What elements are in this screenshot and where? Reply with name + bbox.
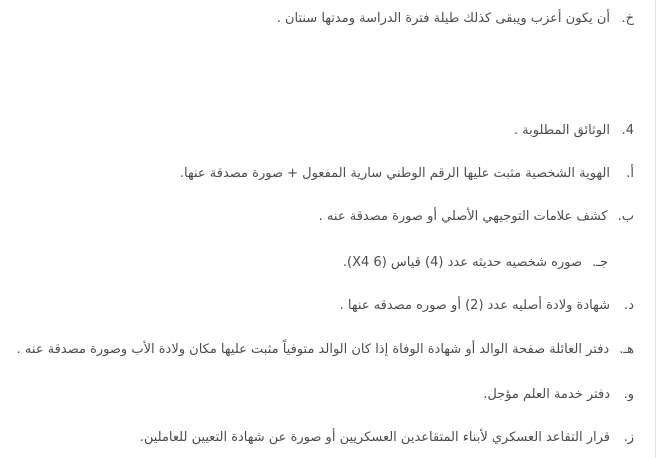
section-heading-required-documents [0,122,634,140]
item-marker: ز. [623,430,634,445]
document-item-jim [0,254,608,272]
requirement-item-kha [0,10,634,28]
item-marker: ب. [617,209,634,224]
item-text: أن يكون أعزب ويبقى كذلك طيلة فترة الدراسة ومدتها سنتان . [276,11,610,26]
item-marker: د. [624,298,634,313]
document-item-ba [0,208,634,226]
section-title: الوثائق المطلوبة . [513,123,610,138]
item-text: قرار التقاعد العسكري لأبناء المتقاعدين العسكريين أو صورة عن شهادة التعيين للعاملين. [139,430,610,445]
document-item-waw [0,386,634,404]
item-marker: أ. [626,166,634,181]
item-marker: و. [623,387,634,402]
document-item-dal [0,297,634,315]
document-item-alif [0,165,634,183]
item-text: صوره شخصيه حديثه عدد (4) قياس (6 X4). [342,255,583,270]
document-item-ha [0,341,634,359]
item-text: دفتر العائلة صفحة الوالد أو شهادة الوفاة إذا كان الوالد متوفياً مثبت عليها مكان ولادة الأب وصورة مصدقة عنه . [16,342,610,357]
item-text: الهوية الشخصية مثبت عليها الرقم الوطني سارية المفعول + صورة مصدقة عنها. [179,166,610,181]
section-number: 4. [621,123,634,138]
item-text: شهادة ولادة أصليه عدد (2) أو صوره مصدقه عنها . [339,298,610,313]
item-marker: هـ. [619,342,634,357]
item-text: دفتر خدمة العلم مؤجل. [483,387,610,402]
item-marker: خ. [621,11,634,26]
item-marker: جـ. [592,255,608,270]
document-item-zay [0,429,634,447]
item-text: كشف علامات التوجيهي الأصلي أو صورة مصدقة عنه . [318,209,608,224]
